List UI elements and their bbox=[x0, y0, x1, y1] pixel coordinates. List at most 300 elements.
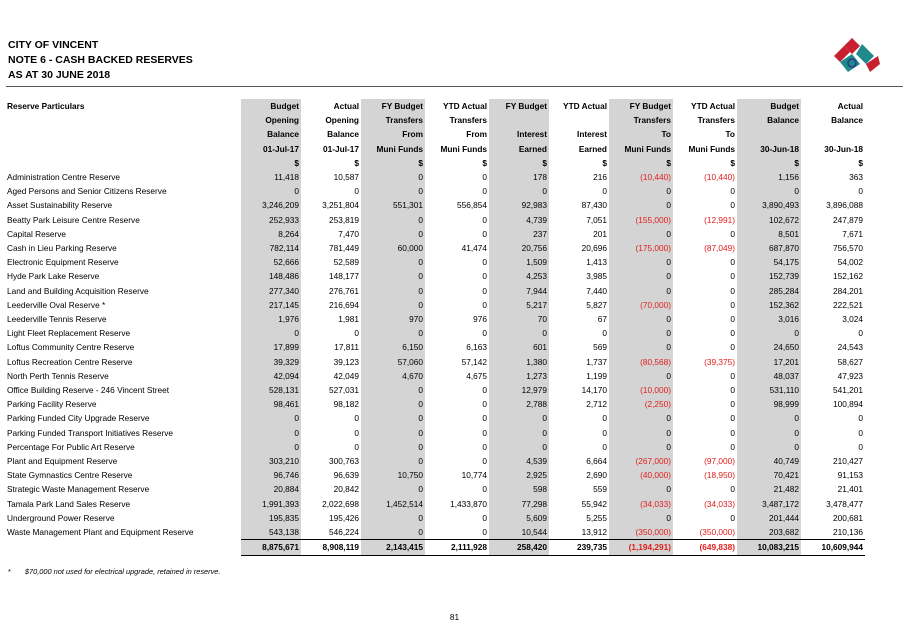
value-cell: 17,899 bbox=[241, 340, 301, 354]
value-cell: 57,060 bbox=[361, 355, 425, 369]
reserve-name: State Gymnastics Centre Reserve bbox=[7, 470, 133, 481]
value-cell: (155,000) bbox=[609, 213, 673, 227]
value-cell: 24,543 bbox=[837, 342, 863, 353]
value-cell: 21,482 bbox=[737, 482, 801, 496]
value-cell: 6,150 bbox=[361, 340, 425, 354]
value-cell: 222,521 bbox=[833, 299, 863, 310]
value-cell: 67 bbox=[597, 314, 607, 325]
value-cell: 1,156 bbox=[737, 170, 801, 184]
value-cell: 0 bbox=[482, 328, 487, 339]
table-row bbox=[6, 411, 865, 425]
column-header: $ bbox=[482, 157, 487, 168]
value-cell: 363 bbox=[849, 172, 863, 183]
value-cell: 551,301 bbox=[361, 198, 425, 212]
value-cell: 210,136 bbox=[833, 527, 863, 538]
value-cell: 0 bbox=[602, 186, 607, 197]
total-cell: 2,143,415 bbox=[361, 540, 425, 555]
value-cell: 178 bbox=[489, 170, 549, 184]
table-row bbox=[6, 369, 865, 383]
value-cell: 0 bbox=[858, 427, 863, 438]
value-cell: 40,749 bbox=[737, 454, 801, 468]
value-cell: 0 bbox=[482, 456, 487, 467]
value-cell: 0 bbox=[609, 198, 673, 212]
column-header: 01-Jul-17 bbox=[323, 143, 359, 154]
value-cell: 98,182 bbox=[333, 399, 359, 410]
value-cell: 0 bbox=[489, 184, 549, 198]
total-label-spacer bbox=[6, 540, 241, 555]
value-cell: 970 bbox=[361, 312, 425, 326]
column-header: $ bbox=[730, 157, 735, 168]
value-cell: 20,756 bbox=[489, 241, 549, 255]
column-header: FY Budget bbox=[609, 99, 673, 113]
reserve-name: Land and Building Acquisition Reserve bbox=[7, 285, 149, 296]
table-row bbox=[6, 269, 865, 283]
value-cell: 0 bbox=[737, 184, 801, 198]
column-header: To bbox=[609, 127, 673, 141]
column-header: YTD Actual bbox=[563, 101, 607, 111]
value-cell: 10,544 bbox=[489, 525, 549, 540]
value-cell: 253,819 bbox=[329, 214, 359, 225]
value-cell: 0 bbox=[361, 184, 425, 198]
column-header: From bbox=[361, 127, 425, 141]
column-header: 01-Jul-17 bbox=[241, 142, 301, 156]
value-cell: 0 bbox=[737, 426, 801, 440]
value-cell: 0 bbox=[361, 482, 425, 496]
column-header: From bbox=[466, 129, 487, 140]
value-cell: (97,000) bbox=[704, 456, 735, 467]
value-cell: 541,201 bbox=[833, 385, 863, 396]
table-row bbox=[6, 170, 865, 184]
column-header: $ bbox=[858, 157, 863, 168]
column-header: FY Budget bbox=[489, 99, 549, 113]
table-header bbox=[6, 99, 865, 170]
value-cell: 0 bbox=[609, 269, 673, 283]
value-cell: 0 bbox=[858, 186, 863, 197]
value-cell: 527,031 bbox=[329, 385, 359, 396]
value-cell: 203,682 bbox=[737, 525, 801, 540]
value-cell: 0 bbox=[730, 441, 735, 452]
column-header: Balance bbox=[737, 113, 801, 127]
table-row bbox=[6, 511, 865, 525]
value-cell: 0 bbox=[361, 525, 425, 540]
table-row bbox=[6, 312, 865, 326]
table-row bbox=[6, 426, 865, 440]
total-cell: 2,111,928 bbox=[425, 540, 489, 555]
value-cell: 98,999 bbox=[737, 397, 801, 411]
value-cell: 0 bbox=[730, 385, 735, 396]
value-cell: 0 bbox=[730, 257, 735, 268]
column-header: Transfers bbox=[609, 113, 673, 127]
header-row bbox=[6, 142, 865, 156]
column-header: To bbox=[725, 129, 735, 140]
header-divider bbox=[6, 86, 903, 87]
value-cell: 0 bbox=[241, 326, 301, 340]
value-cell: 0 bbox=[737, 440, 801, 454]
value-cell: 598 bbox=[489, 482, 549, 496]
reserve-name: Underground Power Reserve bbox=[7, 512, 115, 523]
value-cell: 7,440 bbox=[586, 285, 607, 296]
total-cell: 8,875,671 bbox=[241, 540, 301, 555]
value-cell: 0 bbox=[361, 454, 425, 468]
report-date: AS AT 30 JUNE 2018 bbox=[8, 69, 111, 81]
value-cell: (87,049) bbox=[704, 243, 735, 254]
value-cell: 2,690 bbox=[586, 470, 607, 481]
column-header: Balance bbox=[241, 127, 301, 141]
value-cell: 8,501 bbox=[737, 227, 801, 241]
column-header bbox=[801, 127, 865, 141]
total-cell: 10,609,944 bbox=[801, 540, 865, 555]
table-row bbox=[6, 454, 865, 468]
value-cell: 17,201 bbox=[737, 355, 801, 369]
value-cell: 0 bbox=[609, 340, 673, 354]
value-cell: 0 bbox=[602, 427, 607, 438]
reserve-name: Strategic Waste Management Reserve bbox=[7, 484, 150, 495]
value-cell: 102,672 bbox=[737, 213, 801, 227]
value-cell: 0 bbox=[361, 284, 425, 298]
total-row bbox=[6, 540, 865, 555]
value-cell: 24,650 bbox=[737, 340, 801, 354]
value-cell: 4,253 bbox=[489, 269, 549, 283]
value-cell: 4,539 bbox=[489, 454, 549, 468]
column-header: $ bbox=[361, 156, 425, 170]
value-cell: 0 bbox=[858, 441, 863, 452]
value-cell: 0 bbox=[489, 326, 549, 340]
value-cell: 0 bbox=[858, 328, 863, 339]
table-row bbox=[6, 255, 865, 269]
value-cell: 0 bbox=[482, 527, 487, 538]
value-cell: 148,177 bbox=[329, 271, 359, 282]
table-row bbox=[6, 298, 865, 312]
value-cell: 0 bbox=[730, 228, 735, 239]
value-cell: 1,991,393 bbox=[241, 497, 301, 511]
column-header: Balance bbox=[327, 129, 359, 140]
value-cell: 152,362 bbox=[737, 298, 801, 312]
value-cell: 0 bbox=[730, 328, 735, 339]
value-cell: 0 bbox=[489, 411, 549, 425]
value-cell: 569 bbox=[593, 342, 607, 353]
value-cell: 559 bbox=[593, 484, 607, 495]
column-header: Interest bbox=[489, 127, 549, 141]
value-cell: 5,255 bbox=[586, 512, 607, 523]
value-cell: 217,145 bbox=[241, 298, 301, 312]
value-cell: 0 bbox=[730, 285, 735, 296]
value-cell: 0 bbox=[361, 397, 425, 411]
value-cell: 1,380 bbox=[489, 355, 549, 369]
value-cell: 0 bbox=[602, 413, 607, 424]
value-cell: 2,925 bbox=[489, 468, 549, 482]
value-cell: 200,681 bbox=[833, 512, 863, 523]
value-cell: 0 bbox=[730, 299, 735, 310]
total-cell: (649,838) bbox=[673, 540, 737, 555]
column-header: YTD Actual bbox=[443, 101, 487, 111]
value-cell: 91,153 bbox=[837, 470, 863, 481]
value-cell: 3,487,172 bbox=[737, 497, 801, 511]
value-cell: 3,016 bbox=[737, 312, 801, 326]
value-cell: 0 bbox=[482, 285, 487, 296]
value-cell: 1,509 bbox=[489, 255, 549, 269]
column-header: Muni Funds bbox=[688, 143, 735, 154]
column-header: Transfers bbox=[697, 115, 735, 126]
table-row bbox=[6, 284, 865, 298]
value-cell: 1,981 bbox=[338, 314, 359, 325]
city-of-vincent-logo bbox=[830, 34, 882, 76]
value-cell: 756,570 bbox=[833, 243, 863, 254]
reserve-name: Percentage For Public Art Reserve bbox=[7, 441, 135, 452]
column-header: Muni Funds bbox=[609, 142, 673, 156]
value-cell: 0 bbox=[482, 413, 487, 424]
reserve-name: North Perth Tennis Reserve bbox=[7, 370, 109, 381]
note-title: NOTE 6 - CASH BACKED RESERVES bbox=[8, 54, 193, 66]
column-header: Actual bbox=[333, 101, 359, 111]
column-header: Earned bbox=[489, 142, 549, 156]
value-cell: 5,217 bbox=[489, 298, 549, 312]
value-cell: 0 bbox=[361, 170, 425, 184]
value-cell: 20,884 bbox=[241, 482, 301, 496]
value-cell: (10,440) bbox=[609, 170, 673, 184]
value-cell: 0 bbox=[354, 441, 359, 452]
value-cell: 0 bbox=[858, 413, 863, 424]
table-row bbox=[6, 482, 865, 496]
value-cell: 5,609 bbox=[489, 511, 549, 525]
value-cell: 70,421 bbox=[737, 468, 801, 482]
value-cell: 0 bbox=[730, 200, 735, 211]
value-cell: 687,870 bbox=[737, 241, 801, 255]
reserve-name: Leederville Tennis Reserve bbox=[7, 314, 107, 325]
value-cell: 0 bbox=[482, 228, 487, 239]
reserve-name: Administration Centre Reserve bbox=[7, 172, 120, 183]
table-row bbox=[6, 525, 865, 540]
value-cell: 201 bbox=[593, 228, 607, 239]
column-header: $ bbox=[241, 156, 301, 170]
value-cell: 0 bbox=[361, 440, 425, 454]
value-cell: 100,894 bbox=[833, 399, 863, 410]
value-cell: 0 bbox=[489, 426, 549, 440]
table-row bbox=[6, 340, 865, 354]
value-cell: 10,587 bbox=[333, 172, 359, 183]
value-cell: 0 bbox=[730, 186, 735, 197]
table-row bbox=[6, 241, 865, 255]
column-header bbox=[549, 113, 609, 127]
value-cell: 531,110 bbox=[737, 383, 801, 397]
reserve-name: Capital Reserve bbox=[7, 228, 67, 239]
value-cell: 12,979 bbox=[489, 383, 549, 397]
table-row bbox=[6, 184, 865, 198]
column-header: Interest bbox=[577, 129, 607, 140]
value-cell: 98,461 bbox=[241, 397, 301, 411]
reserves-table bbox=[6, 99, 865, 556]
value-cell: (10,440) bbox=[704, 172, 735, 183]
value-cell: 0 bbox=[730, 314, 735, 325]
value-cell: 96,746 bbox=[241, 468, 301, 482]
column-header: Muni Funds bbox=[440, 143, 487, 154]
table-row bbox=[6, 227, 865, 241]
column-header: 30-Jun-18 bbox=[824, 143, 863, 154]
total-cell: 239,735 bbox=[549, 540, 609, 555]
value-cell: 0 bbox=[730, 399, 735, 410]
reserve-name: Loftus Recreation Centre Reserve bbox=[7, 356, 133, 367]
value-cell: 6,163 bbox=[466, 342, 487, 353]
page-number: 81 bbox=[449, 612, 460, 622]
value-cell: 8,264 bbox=[241, 227, 301, 241]
value-cell: 0 bbox=[482, 512, 487, 523]
value-cell: 0 bbox=[482, 257, 487, 268]
value-cell: 210,427 bbox=[833, 456, 863, 467]
value-cell: 1,433,870 bbox=[450, 498, 487, 509]
value-cell: 0 bbox=[609, 326, 673, 340]
value-cell: 0 bbox=[730, 512, 735, 523]
value-cell: 6,664 bbox=[586, 456, 607, 467]
value-cell: 0 bbox=[241, 426, 301, 440]
value-cell: (350,000) bbox=[609, 525, 673, 540]
column-header: $ bbox=[489, 156, 549, 170]
value-cell: 0 bbox=[602, 328, 607, 339]
column-header: Budget bbox=[241, 99, 301, 113]
value-cell: 2,788 bbox=[489, 397, 549, 411]
value-cell: 14,170 bbox=[581, 385, 607, 396]
reserve-name: Office Building Reserve - 246 Vincent Street bbox=[7, 385, 170, 396]
value-cell: 3,024 bbox=[842, 314, 863, 325]
value-cell: 546,224 bbox=[329, 527, 359, 538]
value-cell: 7,671 bbox=[842, 228, 863, 239]
value-cell: 52,589 bbox=[333, 257, 359, 268]
value-cell: 1,737 bbox=[586, 356, 607, 367]
total-cell: 258,420 bbox=[489, 540, 549, 555]
value-cell: 152,739 bbox=[737, 269, 801, 283]
value-cell: 0 bbox=[482, 214, 487, 225]
value-cell: 20,696 bbox=[581, 243, 607, 254]
value-cell: 0 bbox=[737, 411, 801, 425]
value-cell: 0 bbox=[361, 255, 425, 269]
column-header: FY Budget bbox=[361, 99, 425, 113]
value-cell: 0 bbox=[354, 328, 359, 339]
value-cell: 0 bbox=[241, 440, 301, 454]
value-cell: 0 bbox=[482, 186, 487, 197]
value-cell: 0 bbox=[609, 511, 673, 525]
value-cell: 20,842 bbox=[333, 484, 359, 495]
value-cell: 601 bbox=[489, 340, 549, 354]
header-row bbox=[6, 99, 865, 113]
value-cell: 0 bbox=[730, 370, 735, 381]
value-cell: 10,750 bbox=[361, 468, 425, 482]
value-cell: 4,675 bbox=[466, 370, 487, 381]
value-cell: 0 bbox=[361, 227, 425, 241]
value-cell: 0 bbox=[482, 399, 487, 410]
value-cell: (80,568) bbox=[609, 355, 673, 369]
column-header: Opening bbox=[241, 113, 301, 127]
value-cell: (18,950) bbox=[704, 470, 735, 481]
value-cell: 0 bbox=[609, 255, 673, 269]
column-header: Opening bbox=[325, 115, 359, 126]
reserve-name: Parking Facility Reserve bbox=[7, 399, 97, 410]
value-cell: 13,912 bbox=[581, 527, 607, 538]
value-cell: 0 bbox=[482, 172, 487, 183]
reserve-name: Electronic Equipment Reserve bbox=[7, 257, 119, 268]
value-cell: (40,000) bbox=[609, 468, 673, 482]
value-cell: 0 bbox=[482, 271, 487, 282]
value-cell: 0 bbox=[730, 484, 735, 495]
reserve-name: Tamala Park Land Sales Reserve bbox=[7, 498, 131, 509]
value-cell: 2,712 bbox=[586, 399, 607, 410]
value-cell: 303,210 bbox=[241, 454, 301, 468]
value-cell: 7,051 bbox=[586, 214, 607, 225]
column-header: Transfers bbox=[449, 115, 487, 126]
value-cell: 284,201 bbox=[833, 285, 863, 296]
column-header: $ bbox=[602, 157, 607, 168]
value-cell: 7,470 bbox=[338, 228, 359, 239]
value-cell: 0 bbox=[730, 413, 735, 424]
value-cell: 782,114 bbox=[241, 241, 301, 255]
value-cell: 0 bbox=[609, 312, 673, 326]
header-row bbox=[6, 113, 865, 127]
value-cell: 277,340 bbox=[241, 284, 301, 298]
value-cell: 0 bbox=[609, 426, 673, 440]
value-cell: 0 bbox=[609, 369, 673, 383]
value-cell: 195,426 bbox=[329, 512, 359, 523]
value-cell: 0 bbox=[730, 342, 735, 353]
value-cell: 0 bbox=[489, 440, 549, 454]
value-cell: 3,896,088 bbox=[826, 200, 863, 211]
value-cell: 87,430 bbox=[581, 200, 607, 211]
value-cell: 52,666 bbox=[241, 255, 301, 269]
value-cell: 0 bbox=[361, 213, 425, 227]
value-cell: (34,033) bbox=[609, 497, 673, 511]
column-header bbox=[489, 113, 549, 127]
value-cell: 58,627 bbox=[837, 356, 863, 367]
value-cell: 54,002 bbox=[837, 257, 863, 268]
value-cell: 10,774 bbox=[461, 470, 487, 481]
value-cell: 0 bbox=[361, 411, 425, 425]
header-spacer bbox=[6, 127, 241, 141]
value-cell: (267,000) bbox=[609, 454, 673, 468]
value-cell: 55,942 bbox=[581, 498, 607, 509]
column-header: Budget bbox=[737, 99, 801, 113]
value-cell: 2,022,698 bbox=[322, 498, 359, 509]
value-cell: 60,000 bbox=[361, 241, 425, 255]
value-cell: 0 bbox=[361, 269, 425, 283]
value-cell: 3,478,477 bbox=[826, 498, 863, 509]
column-header: $ bbox=[609, 156, 673, 170]
total-cell: (1,194,291) bbox=[609, 540, 673, 555]
value-cell: 21,401 bbox=[837, 484, 863, 495]
value-cell: 216,694 bbox=[329, 299, 359, 310]
value-cell: 0 bbox=[354, 186, 359, 197]
value-cell: 0 bbox=[602, 441, 607, 452]
reserve-name: Aged Persons and Senior Citizens Reserve bbox=[7, 186, 167, 197]
reserve-name: Beatty Park Leisure Centre Reserve bbox=[7, 214, 140, 225]
value-cell: 0 bbox=[609, 411, 673, 425]
value-cell: 300,763 bbox=[329, 456, 359, 467]
reserve-name: Asset Sustainability Reserve bbox=[7, 200, 113, 211]
value-cell: 39,329 bbox=[241, 355, 301, 369]
value-cell: 247,879 bbox=[833, 214, 863, 225]
value-cell: 0 bbox=[609, 184, 673, 198]
value-cell: 0 bbox=[730, 271, 735, 282]
value-cell: 0 bbox=[482, 385, 487, 396]
value-cell: 0 bbox=[361, 298, 425, 312]
footnote-marker: * bbox=[8, 567, 11, 576]
value-cell: 252,933 bbox=[241, 213, 301, 227]
value-cell: 216 bbox=[593, 172, 607, 183]
reserve-name: Parking Funded Transport Initiatives Reserve bbox=[7, 427, 174, 438]
organisation-name: CITY OF VINCENT bbox=[8, 39, 99, 51]
column-header: Balance bbox=[831, 115, 863, 126]
value-cell: 70 bbox=[489, 312, 549, 326]
footnote bbox=[8, 567, 220, 576]
value-cell: 543,138 bbox=[241, 525, 301, 540]
table-row bbox=[6, 326, 865, 340]
value-cell: (70,000) bbox=[609, 298, 673, 312]
value-cell: 0 bbox=[361, 511, 425, 525]
